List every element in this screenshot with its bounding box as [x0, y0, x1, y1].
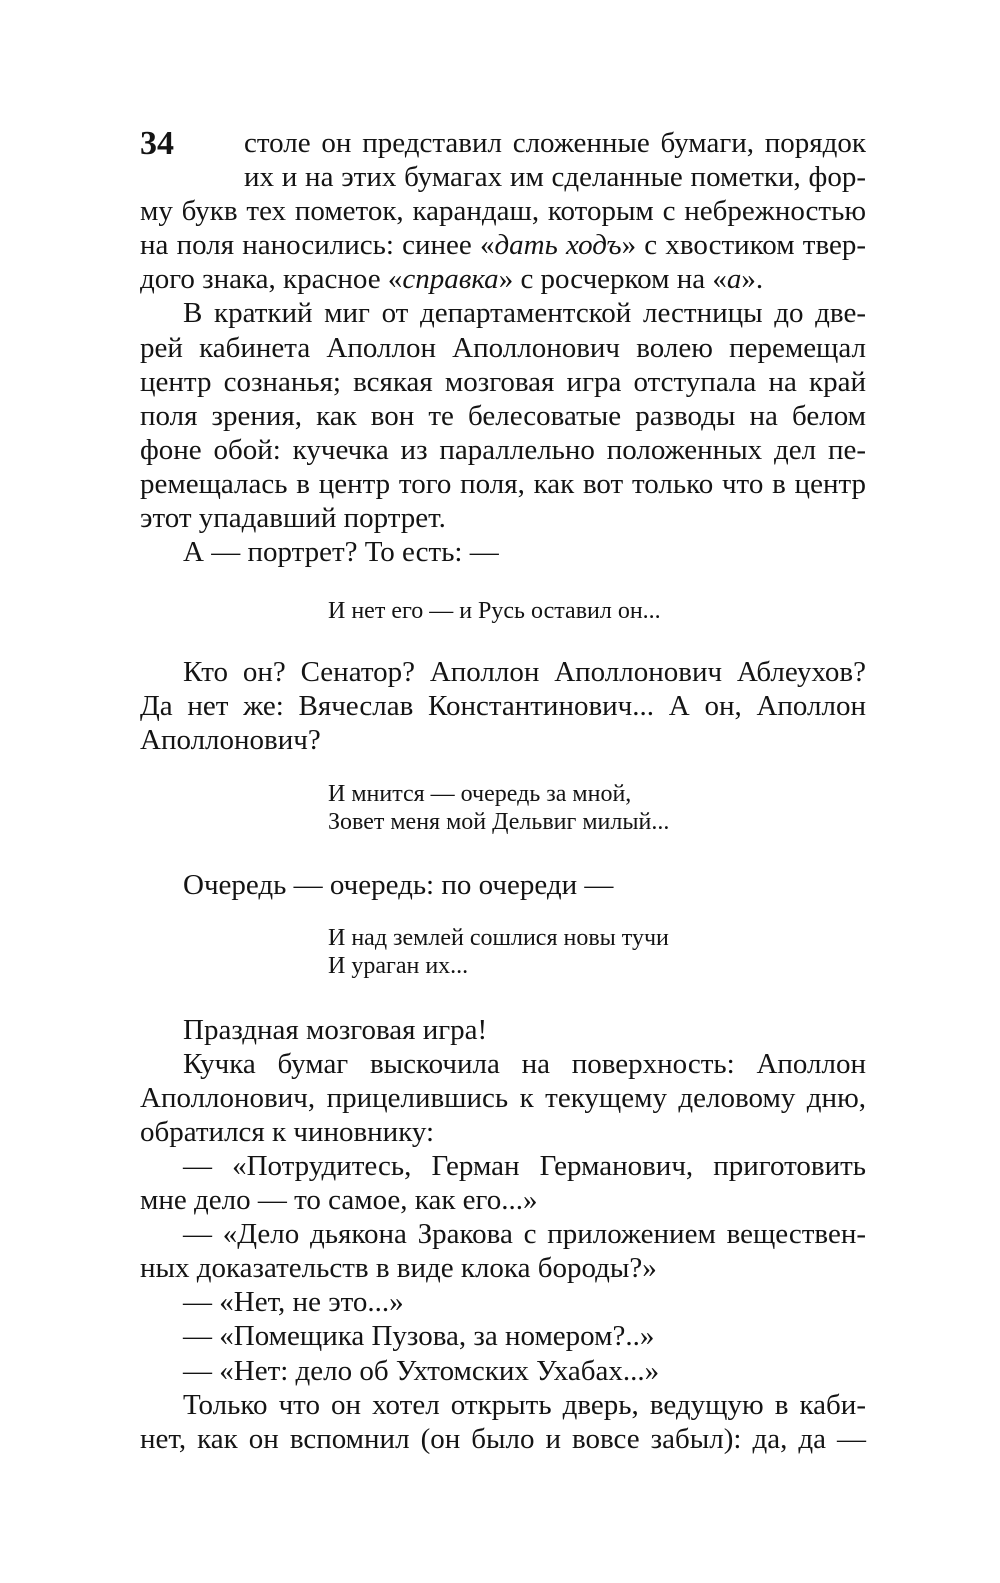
verse-line: И над землей сошлися новы тучи: [328, 924, 669, 951]
verse-line: Зовет меня мой Дельвиг милый...: [328, 808, 670, 835]
text-line: обратился к чиновнику:: [140, 1115, 435, 1148]
text-line: на поля наносились: синее «дать ходъ» с хвостиком твер-: [140, 229, 866, 262]
text-line: А — портрет? То есть: —: [183, 536, 499, 569]
text-line: Праздная мозговая игра!: [183, 1013, 488, 1046]
text-line: этот упадавший портрет.: [140, 502, 446, 535]
text-line: Только что он хотел открыть дверь, ведущую в каби-: [183, 1388, 866, 1421]
text-line: му букв тех пометок, карандаш, которым с небрежностью: [140, 195, 866, 228]
text-line: их и на этих бумагах им сделанные пометки, фор-: [244, 161, 866, 194]
text-line: Аполлонович?: [140, 724, 321, 757]
italic-text: справка: [402, 263, 499, 296]
text-line: нет, как он вспомнил (он было и вовсе забыл): да, да —: [140, 1422, 866, 1455]
text-line: Очередь — очередь: по очереди —: [183, 868, 614, 901]
page-body: [140, 126, 866, 1456]
text-line: Да нет же: Вячеслав Константинович... А он, Аполлон: [140, 690, 866, 723]
text-line: дого знака, красное «справка» с росчерком на «а».: [140, 263, 764, 296]
text-line: В краткий миг от департаментской лестницы до две-: [183, 297, 866, 330]
verse-line: И мнится — очередь за мной,: [328, 780, 632, 807]
verse-line: И ураган их...: [328, 952, 469, 979]
text-line: центр сознанья; всякая мозговая игра отступала на край: [140, 365, 866, 398]
page-number: 34: [140, 125, 174, 162]
text-line: столе он представил сложенные бумаги, порядок: [244, 127, 866, 159]
italic-text: дать ходъ: [494, 229, 622, 262]
text-line: Кто он? Сенатор? Аполлон Аполлонович Аблеухов?: [183, 656, 866, 689]
text-line: Кучка бумаг выскочила на поверхность: Аполлон: [183, 1047, 866, 1080]
text-line: фоне обой: кучечка из параллельно положенных дел пе-: [140, 433, 866, 466]
text-line: — «Нет, не это...»: [183, 1286, 404, 1319]
text-line: рей кабинета Аполлон Аполлонович волею перемещал: [140, 331, 866, 364]
text-line: ных доказательств в виде клока бороды?»: [140, 1252, 657, 1285]
text-line: Аполлонович, прицелившись к текущему деловому дню,: [140, 1081, 866, 1114]
text-line: — «Нет: дело об Ухтомских Ухабах...»: [183, 1354, 660, 1387]
italic-text: а: [726, 263, 742, 296]
text-line: мне дело — то самое, как его...»: [140, 1184, 538, 1217]
text-line: — «Потрудитесь, Герман Германович, приготовить: [183, 1149, 866, 1182]
text-line: поля зрения, как вон те белесоватые разводы на белом: [140, 399, 866, 432]
text-line: ремещалась в центр того поля, как вот только что в центр: [140, 467, 866, 500]
verse-line: И нет его — и Русь оставил он...: [328, 598, 661, 625]
text-line: — «Помещика Пузова, за номером?..»: [183, 1320, 655, 1353]
text-line: — «Дело дьякона Зракова с приложением веществен-: [183, 1218, 866, 1251]
